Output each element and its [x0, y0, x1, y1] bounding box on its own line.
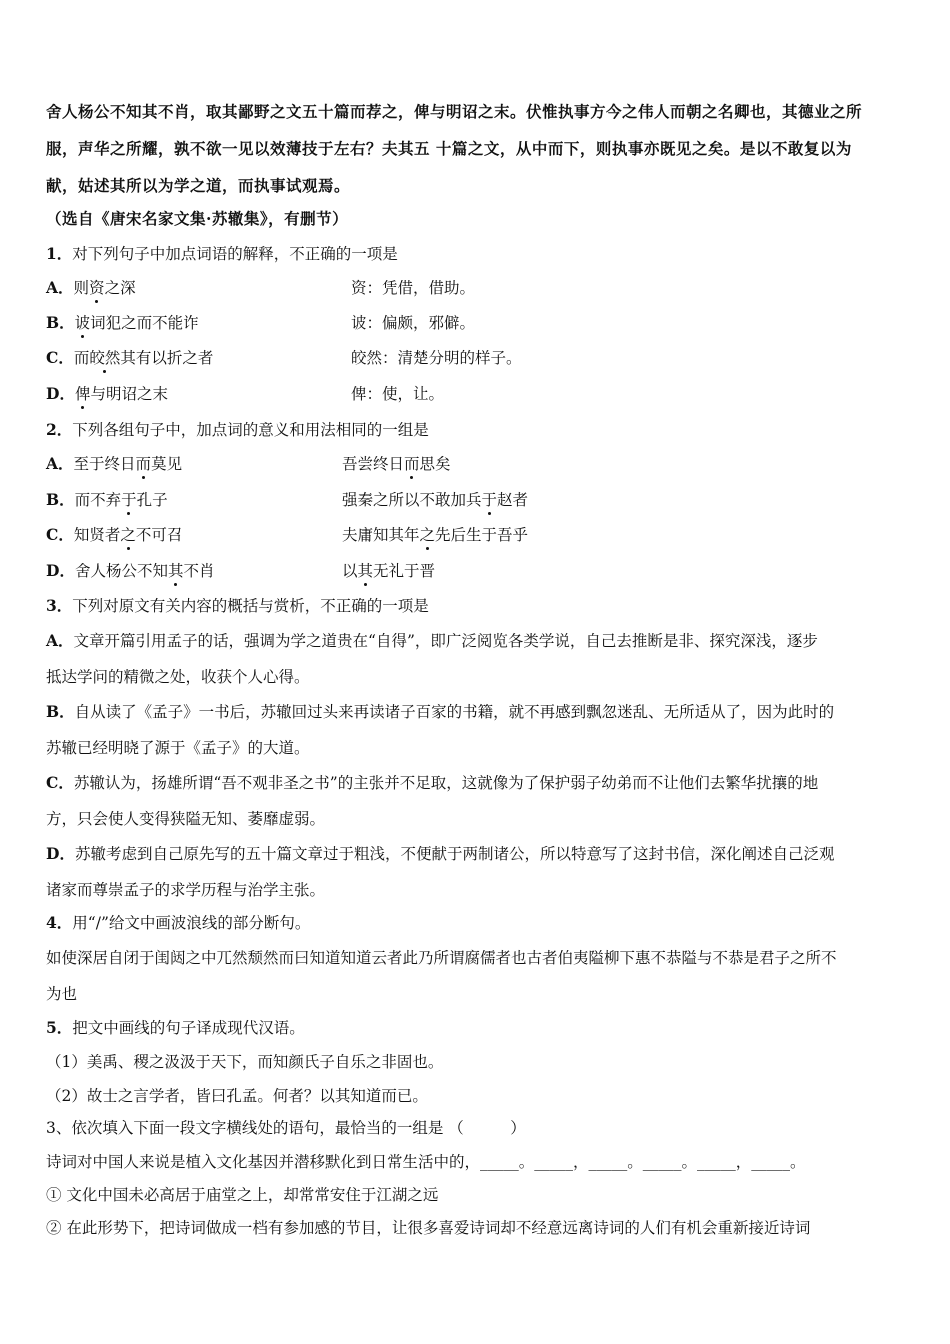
- question-number: 2．: [46, 420, 73, 439]
- option-text: 知贤者: [73, 526, 121, 544]
- option-text: 其有以折之者: [120, 349, 214, 367]
- q1-option-b: [46, 313, 475, 333]
- q2-option-b: [46, 490, 528, 510]
- question-5-stem: [46, 1018, 305, 1038]
- q5-sentence-2: （2）故士之言学者，皆曰孔孟。何者？以其知道而已。: [46, 1087, 428, 1105]
- option-text: 舍人杨公不知: [74, 562, 168, 580]
- option-letter: C．: [46, 348, 74, 367]
- q2-option-c: [46, 525, 528, 545]
- option-text: 至于终日: [73, 455, 136, 473]
- dotted-word: 而: [404, 455, 420, 473]
- option-text: 不可召: [135, 526, 183, 544]
- q2-option-d: [46, 561, 435, 581]
- q3-option-d: [46, 844, 834, 864]
- option-text: 赵者: [497, 491, 529, 509]
- option-letter: B．: [46, 313, 75, 332]
- question-3-stem: [46, 596, 429, 616]
- fill-option-2: ② 在此形势下，把诗词做成一档有参加感的节目，让很多喜爱诗词却不经意远离诗词的人们有机会重新接近诗词: [46, 1219, 811, 1237]
- option-note: 皎然：清楚分明的样子。: [351, 349, 522, 367]
- dotted-word: 俾: [74, 385, 91, 403]
- q1-option-a: [46, 278, 475, 298]
- q1-option-d: [46, 384, 444, 404]
- passage-line: 献，姑述其所以为学之道，而执事试观焉。: [46, 176, 351, 195]
- dotted-word: 而: [135, 455, 152, 473]
- question-fill-text: 诗词对中国人来说是植入文化基因并潜移默化到日常生活中的，_____。_____，_____。_____。_____，_____。: [46, 1153, 806, 1171]
- dotted-word: 之: [120, 526, 136, 544]
- option-letter: D．: [46, 384, 75, 403]
- option-letter: A．: [46, 278, 74, 297]
- option-note: 俾：使，让。: [351, 385, 445, 403]
- option-text: 不肖: [183, 562, 215, 580]
- q4-text-cont: 为也: [46, 985, 78, 1003]
- option-text: 强秦之所以不敢加兵: [342, 491, 482, 509]
- dotted-word: 皎然: [89, 349, 121, 367]
- q3-option-a: [46, 631, 818, 651]
- option-text: 苏辙认为，扬雄所谓“吾不观非圣之书”的主张并不足取，这就像为了保护弱子幼弟而不让他们去繁华扰攘的地: [73, 774, 819, 792]
- question-text: 对下列句子中加点词语的解释，不正确的一项是: [72, 245, 398, 263]
- option-text: 孔子: [136, 491, 168, 509]
- option-letter: C．: [46, 773, 74, 792]
- option-letter: B．: [46, 702, 75, 721]
- q4-text: 如使深居自闭于闺闼之中兀然颓然而曰知道知道云者此乃所谓腐儒者也古者伯夷隘柳下惠不恭隘与不恭是君子之所不: [46, 949, 837, 967]
- dotted-word: 诐: [74, 314, 91, 332]
- option-text: 先后生于吾乎: [435, 526, 529, 544]
- option-text: 自从读了《孟子》一书后，苏辙回过头来再读诸子百家的书籍，就不再感到飘忽迷乱、无所适从了，因为此时的: [74, 703, 835, 721]
- q1-option-c: [46, 348, 522, 368]
- option-text: 以: [342, 562, 358, 580]
- question-number: 5．: [46, 1018, 73, 1037]
- option-text: 则: [73, 279, 90, 297]
- dotted-word: 其: [357, 562, 374, 580]
- q5-sentence-1: （1）美禹、稷之汲汲于天下，而知颜氏子自乐之非固也。: [46, 1053, 444, 1071]
- option-note: 资：凭借，借助。: [351, 279, 476, 297]
- fill-option-1: ① 文化中国未必高居于庙堂之上，却常常安住于江湖之远: [46, 1186, 439, 1204]
- passage-source: （选自《唐宋名家文集·苏辙集》，有删节）: [46, 209, 349, 228]
- question-text: 下列各组句子中，加点词的意义和用法相同的一组是: [72, 421, 429, 439]
- option-letter: D．: [46, 844, 75, 863]
- q2-option-a: [46, 454, 451, 474]
- option-text: 莫见: [151, 455, 183, 473]
- option-text: 与明诏之末: [90, 385, 168, 403]
- passage-line: 服，声华之所耀，孰不欲一见以效薄技于左右？夫其五 十篇之文，从中而下，则执事亦既见之矣。是以不敢复以为: [46, 139, 852, 158]
- option-letter: A．: [46, 454, 74, 473]
- q3-option-c-cont: 方，只会使人变得狭隘无知、萎靡虚弱。: [46, 810, 326, 828]
- question-text: 下列对原文有关内容的概括与赏析，不正确的一项是: [72, 597, 429, 615]
- option-text: 夫庸知其年: [342, 526, 420, 544]
- passage-line: 舍人杨公不知其不肖，取其鄙野之文五十篇而荐之，俾与明诏之末。伏惟执事方今之伟人而朝之名卿也，其德业之所: [46, 102, 863, 121]
- option-text: 词犯之而不能诈: [90, 314, 199, 332]
- question-text: 把文中画线的句子译成现代汉语。: [72, 1019, 305, 1037]
- option-letter: C．: [46, 525, 74, 544]
- question-number: 3．: [46, 596, 73, 615]
- q3-option-d-cont: 诸家而尊崇孟子的求学历程与治学主张。: [46, 881, 326, 899]
- option-letter: D．: [46, 561, 75, 580]
- question-2-stem: [46, 420, 429, 440]
- question-1-stem: [46, 244, 398, 264]
- dotted-word: 之: [419, 526, 436, 544]
- question-number: 4．: [46, 913, 73, 932]
- option-text: 而不弃: [74, 491, 122, 509]
- option-text: 文章开篇引用孟子的话，强调为学之道贵在“自得”，即广泛阅览各类学说，自己去推断是非、探究深浅，逐步: [73, 632, 818, 650]
- q3-option-a-cont: 抵达学问的精微之处，收获个人心得。: [46, 668, 310, 686]
- option-note: 诐：偏颇，邪僻。: [351, 314, 476, 332]
- option-text: 之深: [104, 279, 136, 297]
- q3-option-b: [46, 702, 834, 722]
- option-letter: A．: [46, 631, 74, 650]
- option-text: 苏辙考虑到自己原先写的五十篇文章过于粗浅，不便献于两制诸公，所以特意写了这封书信，深化阐述自己泛观: [74, 845, 835, 863]
- dotted-word: 于: [121, 491, 137, 509]
- question-4-stem: [46, 913, 310, 933]
- option-text: 吾尝终日: [342, 455, 405, 473]
- dotted-word: 于: [481, 491, 498, 509]
- option-letter: B．: [46, 490, 75, 509]
- q3-option-b-cont: 苏辙已经明晓了源于《孟子》的大道。: [46, 739, 310, 757]
- q3-option-c: [46, 773, 818, 793]
- dotted-word: 资: [89, 279, 105, 297]
- question-text: 用“/”给文中画波浪线的部分断句。: [72, 914, 311, 932]
- dotted-word: 其: [167, 562, 184, 580]
- question-number: 1．: [46, 244, 73, 263]
- question-fill-stem: 3、依次填入下面一段文字横线处的语句，最恰当的一组是 （ ）: [46, 1119, 526, 1137]
- option-text: 而: [73, 349, 90, 367]
- option-text: 思矣: [419, 455, 451, 473]
- option-text: 无礼于晋: [373, 562, 436, 580]
